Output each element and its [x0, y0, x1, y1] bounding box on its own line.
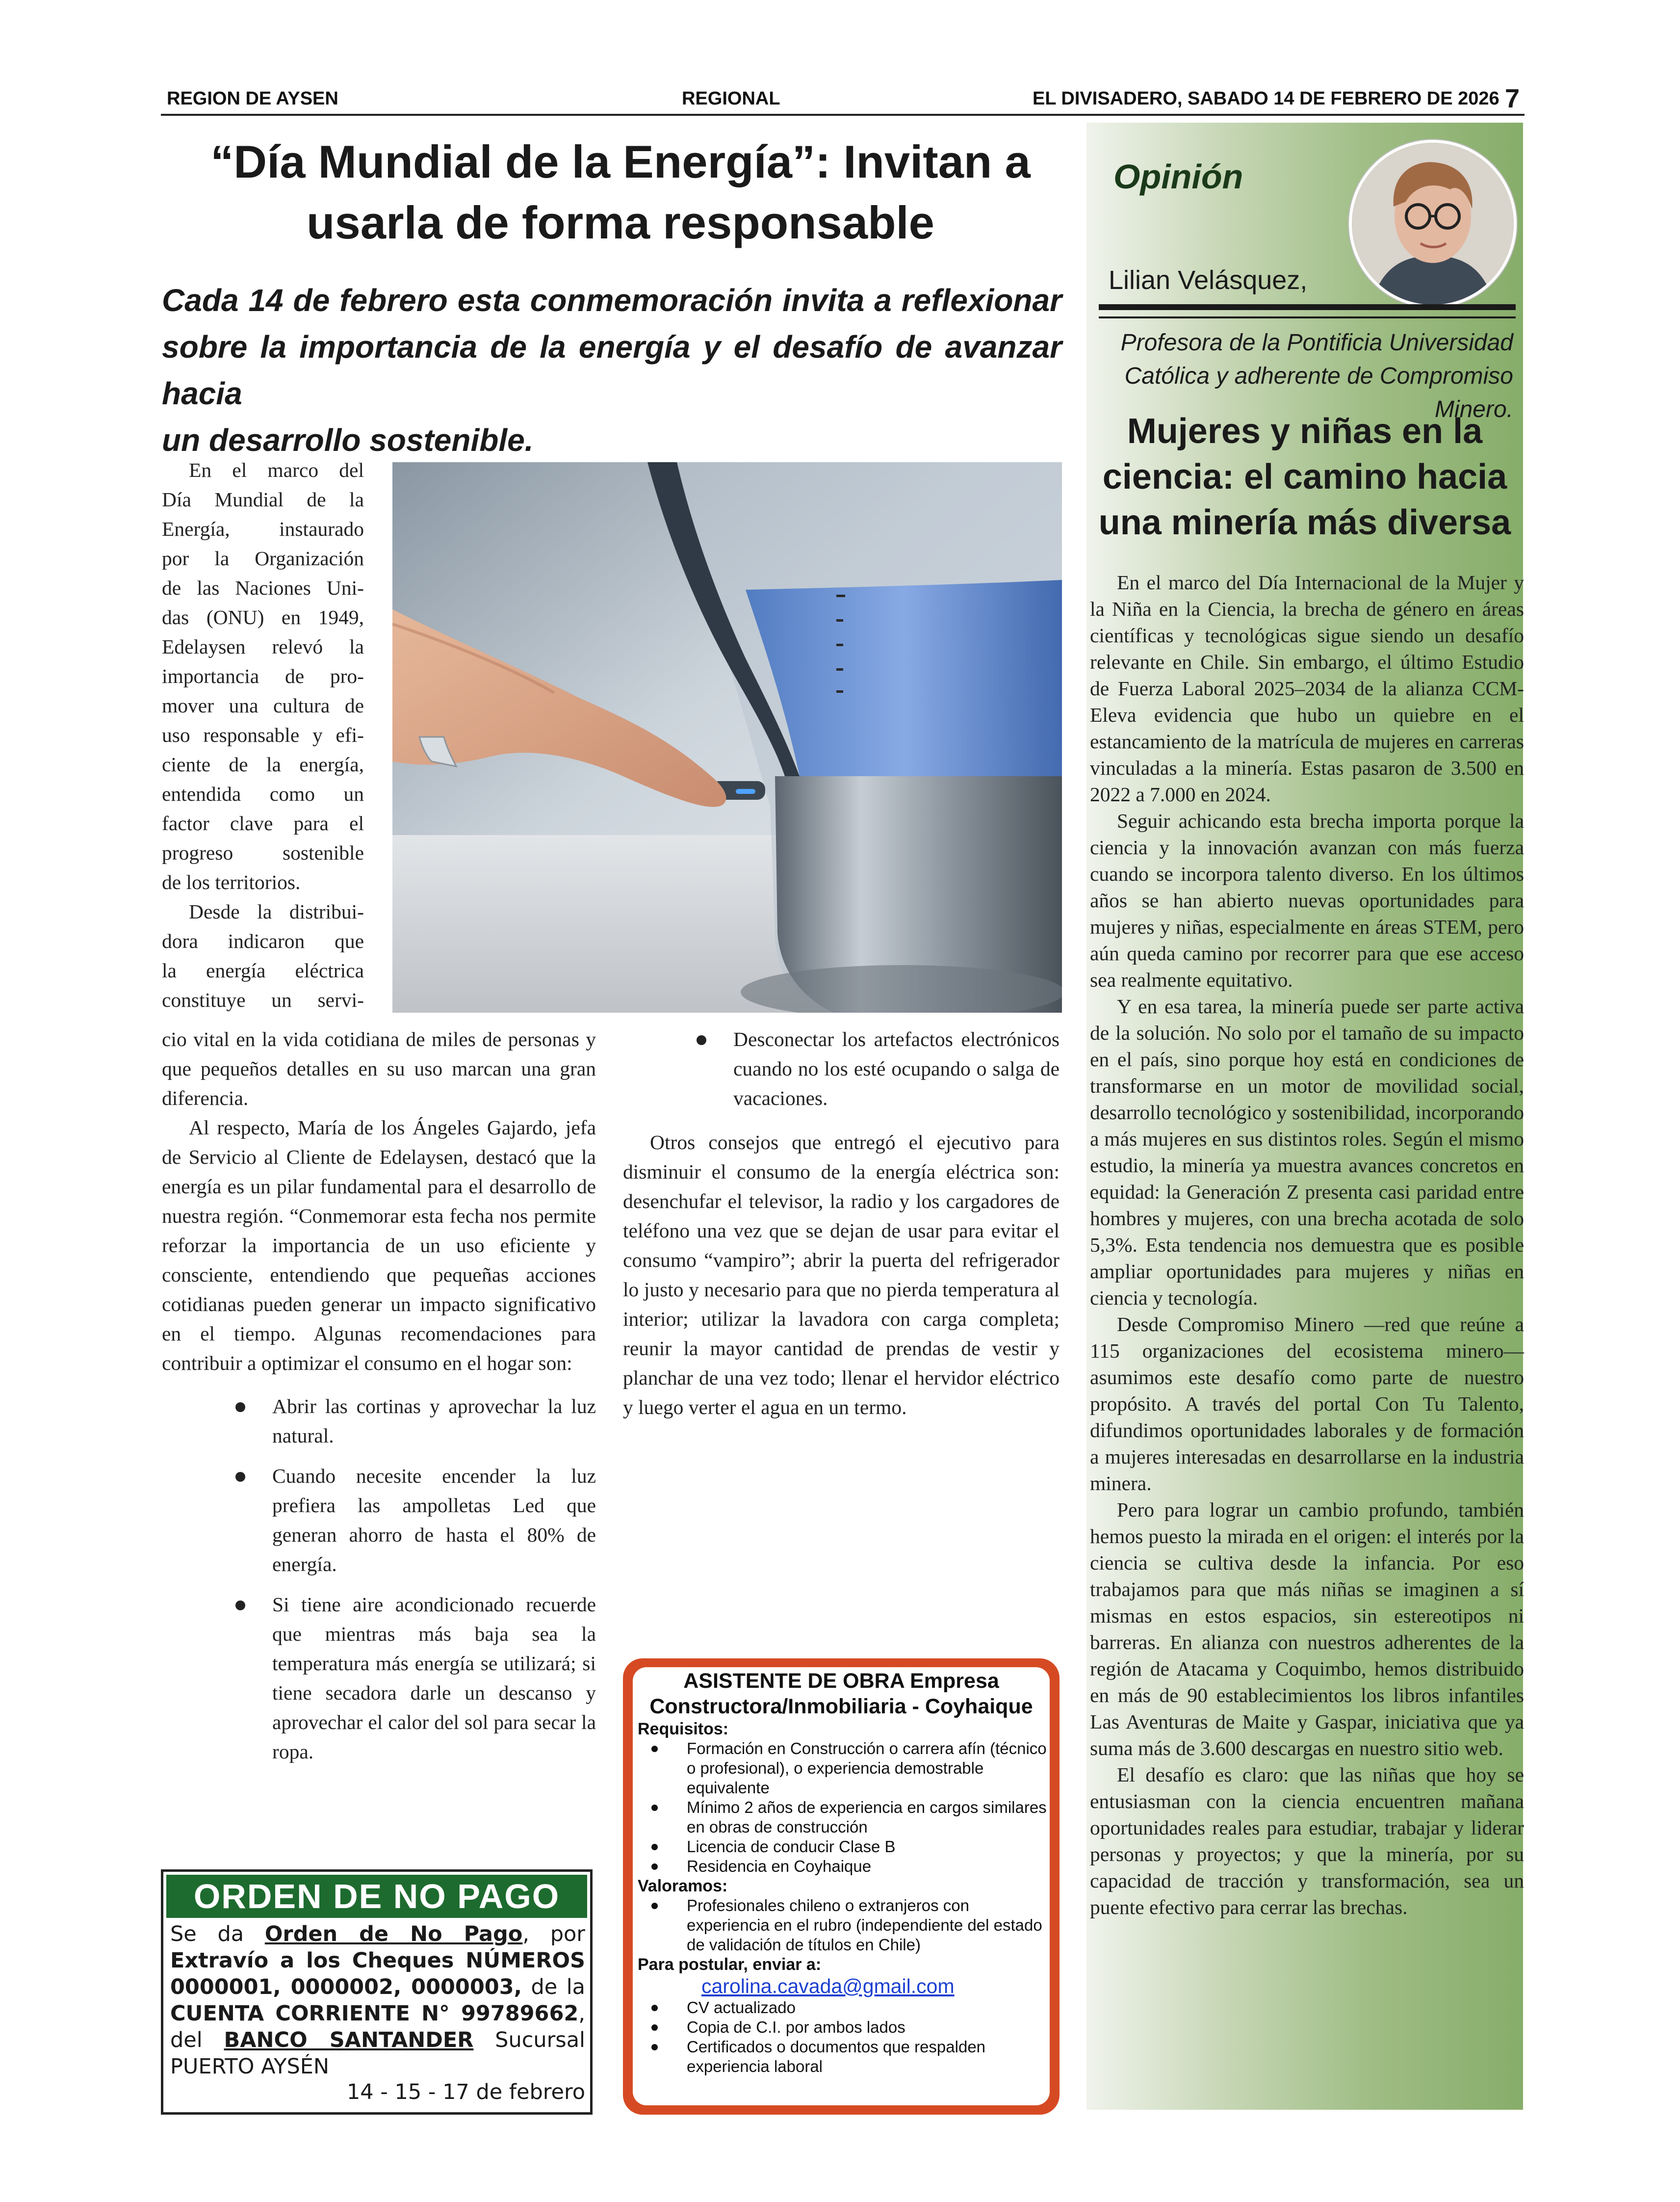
list-item: Desconectar los artefactos electrónicos cuando no los esté ocupando o salga de vacaciones. [733, 1024, 1060, 1113]
intro-line: ciente de la energía, [162, 753, 364, 776]
notice-text: Se da Orden de No Pago, por Extravío a los Cheques NÚMEROS 0000001, 0000002, 0000003, de la CUENTA CORRIENTE N° 99789662, del BANCO SANTANDER Sucursal PUERTO AYSÉN [170, 1922, 585, 2079]
opinion-paragraph: Pero para lograr un cambio profundo, también hemos puesto la mirada en el origen: el interés por la ciencia se cultiva desde la infancia. Por eso trabajamos para que más niñas se imaginen a sí mismas en estos espacios, sin estereotipos ni barreras. En alianza con nuestros adherentes de la región de Atacama y Coquimbo, hemos distribuido en más de 90 establecimientos los libros infantiles Las Aventuras de Maite y Gaspar, iniciativa que ya suma más de 3.600 descargas en nuestro sitio web. [1090, 1498, 1524, 1759]
article-deck [162, 277, 1062, 464]
job-ad [635, 1667, 1047, 2076]
list-item: CV actualizado [687, 1998, 1047, 2018]
requirements-label: Requisitos: [638, 1720, 729, 1738]
header-rule [161, 114, 1525, 116]
author-rule-thin [1099, 316, 1516, 318]
intro-line: de los territorios. [162, 871, 301, 893]
author-rule-thick [1099, 304, 1516, 310]
job-ad-title-line-1: ASISTENTE DE OBRA Empresa [683, 1669, 999, 1693]
payment-stop-notice [161, 1869, 593, 2115]
paragraph-service: cio vital en la vida cotidiana de miles de personas y que pequeños detalles en su uso marcan una gran diferencia. [162, 1028, 596, 1109]
intro-line: Edelaysen relevó la [162, 635, 364, 658]
opinion-title-line-2: ciencia: el camino hacia [1102, 457, 1507, 497]
opinion-paragraph: El desafío es claro: que las niñas que hoy se entusiasman con la ciencia encuentren mañana oportunidades reales para estudiar, trabajar y liderar personas y proyectos; y que la minería, por su capacidad de tracción y transformación, sea un puente efectivo para cerrar las brechas. [1090, 1763, 1524, 1918]
author-name: Lilian Velásquez, [1109, 265, 1308, 295]
requirements-list [635, 1739, 1047, 1876]
deck-line-3: un desarrollo sostenible. [162, 422, 534, 458]
bullet-icon [235, 1472, 245, 1482]
intro-line: das (ONU) en 1949, [162, 606, 364, 629]
intro-line: Día Mundial de la [162, 488, 364, 511]
paragraph-quote: Al respecto, María de los Ángeles Gajardo, jefa de Servicio al Cliente de Edelaysen, destacó que la energía es un pilar fundamental para el desarrollo de nuestra región. “Conmemorar esta fecha nos permite reforzar la importancia de un uso eficiente y consciente, entendiendo que pequeñas acciones cotidianas pueden generar un impacto significativo en el tiempo. Algunas recomendaciones para contribuir a optimizar el consumo en el hogar son: [162, 1116, 596, 1374]
opinion-paragraph: Seguir achicando esta brecha importa porque la ciencia y la innovación avanzan con más fuerza cuando se incorpora talento diverso. En los últimos años se han abierto nuevas oportunidades para mujeres y niñas, especialmente en áreas STEM, pero aún queda camino por recorrer para que ese acceso sea realmente equitativo. [1090, 810, 1524, 991]
issue-date: EL DIVISADERO, SABADO 14 DE FEBRERO DE 2026 [1033, 88, 1499, 109]
tips-list [272, 1391, 596, 1766]
intro-line: factor clave para el [162, 812, 364, 835]
author-role-line-2: Católica y adherente de Compromiso Minero. [1124, 363, 1513, 422]
documents-list [635, 1998, 1047, 2076]
job-ad-title [635, 1668, 1047, 1719]
intro-line: la energía eléctrica [162, 959, 364, 982]
valued-list [635, 1896, 1047, 1955]
intro-line: En el marco del [189, 459, 364, 481]
list-item: Abrir las cortinas y aprovechar la luz natural. [272, 1391, 596, 1450]
bullet-icon [235, 1600, 245, 1610]
notice-title: ORDEN DE NO PAGO [166, 1875, 587, 1918]
list-item: Cuando necesite encender la luz prefiera las ampolletas Led que generan ahorro de hasta el 80% de energía. [272, 1461, 596, 1579]
list-item: Licencia de conducir Clase B [687, 1837, 1047, 1857]
article-column-2 [623, 1024, 1060, 1422]
bullet-icon [697, 1035, 706, 1045]
headline-line-2: usarla de forma responsable [307, 197, 934, 248]
intro-line: Energía, instaurado [162, 518, 364, 540]
intro-line: mover una cultura de [162, 694, 364, 717]
list-item: Si tiene aire acondicionado recuerde que mientras más baja sea la temperatura más energía se utilizará; si tiene secadora darle un descanso y aprovechar el calor del sol para secar la ropa. [272, 1590, 596, 1766]
article-column-1 [162, 1024, 596, 1777]
paragraph-tips: Otros consejos que entregó el ejecutivo para disminuir el consumo de la energía eléctrica son: desenchufar el televisor, la radio y los cargadores de teléfono una vez que se dejan de usar para evitar el consumo “vampiro”; abrir la puerta del refrigerador lo justo y necesario para que no pierda temperatura al interior; utilizar la lavadora con carga completa; reunir la mayor cantidad de prendas de vestir y planchar de una vez todo; llenar el hervidor eléctrico y luego verter el agua en un termo. [623, 1131, 1060, 1418]
deck-line-2: sobre la importancia de la energía y el desafío de avanzar hacia [162, 329, 1062, 411]
opinion-title [1086, 409, 1523, 546]
author-portrait [1349, 140, 1517, 308]
article-intro-narrow [162, 455, 364, 1015]
list-item: Residencia en Coyhaique [687, 1857, 1047, 1876]
list-item: Mínimo 2 años de experiencia en cargos similares en obras de construcción [687, 1798, 1047, 1836]
list-item: Formación en Construcción o carrera afín (técnico o profesional), o experiencia demostrable equivalente [687, 1739, 1047, 1797]
bullet-icon [235, 1402, 245, 1412]
intro-line: de las Naciones Uni- [162, 577, 364, 599]
intro-line: uso responsable y efi- [162, 724, 364, 746]
author-role-line-1: Profesora de la Pontificia Universidad [1120, 330, 1513, 356]
intro-line: progreso sostenible [162, 841, 364, 864]
intro-line: por la Organización [162, 547, 364, 570]
opinion-title-line-1: Mujeres y niñas en la [1127, 412, 1483, 451]
article-headline [162, 131, 1079, 253]
deck-line-1: Cada 14 de febrero esta conmemoración invita a reflexionar [162, 283, 1062, 318]
notice-dates: 14 - 15 - 17 de febrero [346, 2080, 585, 2104]
job-ad-title-line-2: Constructora/Inmobiliaria - Coyhaique [649, 1695, 1033, 1718]
intro-line: dora indicaron que [162, 930, 364, 952]
intro-line: constituye un servi- [162, 989, 364, 1011]
list-item: Copia de C.I. por ambos lados [687, 2018, 1047, 2037]
opinion-paragraph: Y en esa tarea, la minería puede ser parte activa de la solución. No solo por el tamaño de su impacto en el país, sino porque hoy está en condiciones de transformarse en un motor de movilidad social, desarrollo tecnológico y sostenibilidad, incorporando a más mujeres en sus distintos roles. Según el mismo estudio, la minería ya muestra avances concretos en equidad: la Generación Z presenta casi paridad entre hombres y mujeres, con una brecha acotada de solo 5,3%. Esta tendencia nos demuestra que es posible ampliar oportunidades para mujeres y niñas en ciencia y tecnología. [1090, 995, 1524, 1309]
apply-label: Para postular, enviar a: [638, 1955, 822, 1974]
section-name: REGIONAL [682, 88, 780, 109]
opinion-label: Opinión [1113, 157, 1243, 196]
kettle-photo [392, 462, 1062, 1013]
valued-label: Valoramos: [638, 1877, 728, 1895]
tips-list-2 [733, 1024, 1060, 1113]
list-item: Certificados o documentos que respalden experiencia laboral [687, 2037, 1047, 2076]
opinion-title-line-3: una minería más diversa [1098, 503, 1511, 542]
section-region: REGION DE AYSEN [167, 88, 338, 109]
intro-line: Desde la distribui- [189, 900, 364, 923]
opinion-paragraph: En el marco del Día Internacional de la Mujer y la Niña en la Ciencia, la brecha de género en áreas científicas y tecnológicas sigue siendo un desafío relevante en Chile. Sin embargo, el último Estudio de Fuerza Laboral 2025–2034 de la alianza CCM-Eleva evidencia que hubo un quiebre en el estancamiento de la matrícula de mujeres en carreras vinculadas a la minería. Estas pasaron de 3.500 en 2022 a 7.000 en 2024. [1090, 571, 1524, 806]
list-item: Profesionales chileno o extranjeros con experiencia en el rubro (independiente del estado de validación de títulos en Chile) [687, 1896, 1047, 1955]
opinion-body [1090, 569, 1524, 1920]
page-number: 7 [1505, 84, 1520, 113]
contact-email-link[interactable]: carolina.cavada@gmail.com [701, 1975, 955, 1997]
opinion-paragraph: Desde Compromiso Minero —red que reúne a 115 organizaciones del ecosistema minero— asumimos este desafío como parte de nuestro propósito. A través del portal Con Tu Talento, difundimos oportunidades laborales y de formación a mujeres interesadas en desarrollarse en la industria minera. [1090, 1313, 1524, 1494]
intro-line: importancia de pro- [162, 665, 364, 687]
intro-line: entendida como un [162, 783, 364, 805]
headline-line-1: “Día Mundial de la Energía”: Invitan a [210, 136, 1031, 187]
